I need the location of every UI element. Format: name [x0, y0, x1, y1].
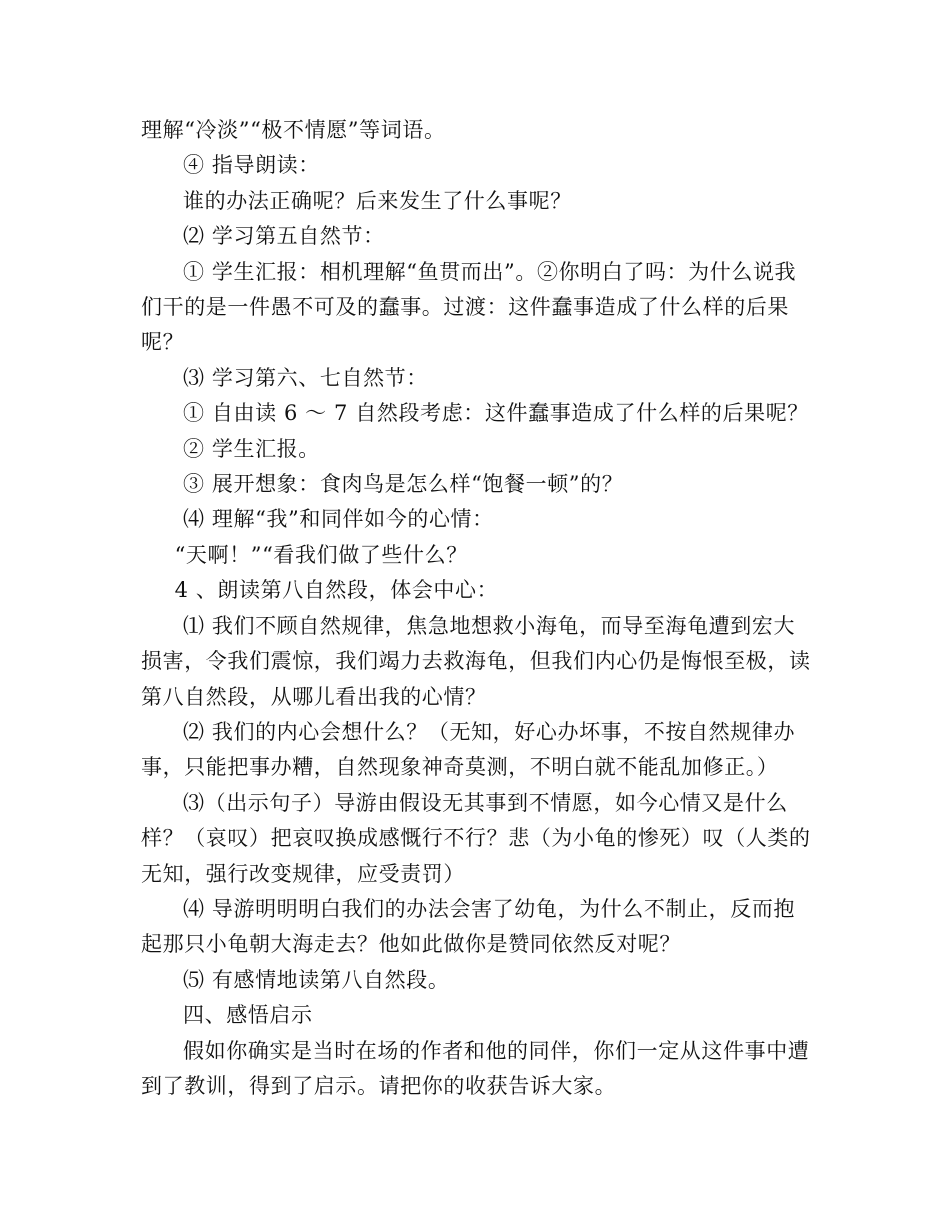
paragraph-4: ⑵ 学习第五自然节： [183, 224, 385, 249]
paragraph-2: ④ 指导朗读： [183, 153, 320, 178]
paragraph-12: 4 、朗读第八自然段，体会中心： [174, 578, 499, 603]
section-heading-gantu: 四、感悟启示 [183, 1003, 313, 1028]
paragraph-1: 理解“冷淡”“极不情愿”等词语。 [141, 118, 446, 142]
document-body [141, 113, 813, 1104]
paragraph-5: ① 学生汇报：相机理解“鱼贯而出”。②你明白了吗：为什么说我们干的是一件愚不可及的蠢事。过渡：这件蠢事造成了什么样的后果呢？ [141, 259, 797, 355]
paragraph-14: ⑵ 我们的内心会想什么？（无知，好心办坏事，不按自然规律办事，只能把事办糟，自然现象神奇莫测，不明白就不能乱加修正。） [141, 719, 796, 780]
paragraph-11: “天啊！”“看我们做了些什么？ [174, 542, 468, 567]
paragraph-8: ② 学生汇报。 [183, 436, 320, 461]
paragraph-17: ⑸ 有感情地读第八自然段。 [183, 967, 450, 992]
paragraph-6: ⑶ 学习第六、七自然节： [183, 365, 428, 390]
paragraph-7: ① 自由读 6 ～ 7 自然段考虑：这件蠢事造成了什么样的后果呢？ [183, 401, 809, 426]
paragraph-10: ⑷ 理解“我”和同伴如今的心情： [183, 507, 494, 532]
paragraph-13: ⑴ 我们不顾自然规律，焦急地想救小海龟，而导至海龟遭到宏大损害，令我们震惊，我们竭力去救海龟，但我们内心仍是悔恨至极，读第八自然段，从哪儿看出我的心情？ [141, 613, 811, 709]
paragraph-9: ③ 展开想象：食肉鸟是怎么样“饱餐一顿”的？ [183, 472, 624, 497]
paragraph-3: 谁的办法正确呢？后来发生了什么事呢？ [183, 188, 572, 213]
paragraph-15: ⑶（出示句子）导游由假设无其事到不情愿，如今心情又是什么样？（哀叹）把哀叹换成感慨行不行？悲（为小龟的惨死）叹（人类的无知，强行改变规律，应受责罚） [141, 790, 811, 886]
paragraph-16: ⑷ 导游明明明白我们的办法会害了幼龟，为什么不制止，反而抱起那只小龟朝大海走去？他如此做你是赞同依然反对呢？ [141, 896, 796, 957]
paragraph-19: 假如你确实是当时在场的作者和他的同伴，你们一定从这件事中遭到了教训，得到了启示。请把你的收获告诉大家。 [141, 1038, 810, 1098]
